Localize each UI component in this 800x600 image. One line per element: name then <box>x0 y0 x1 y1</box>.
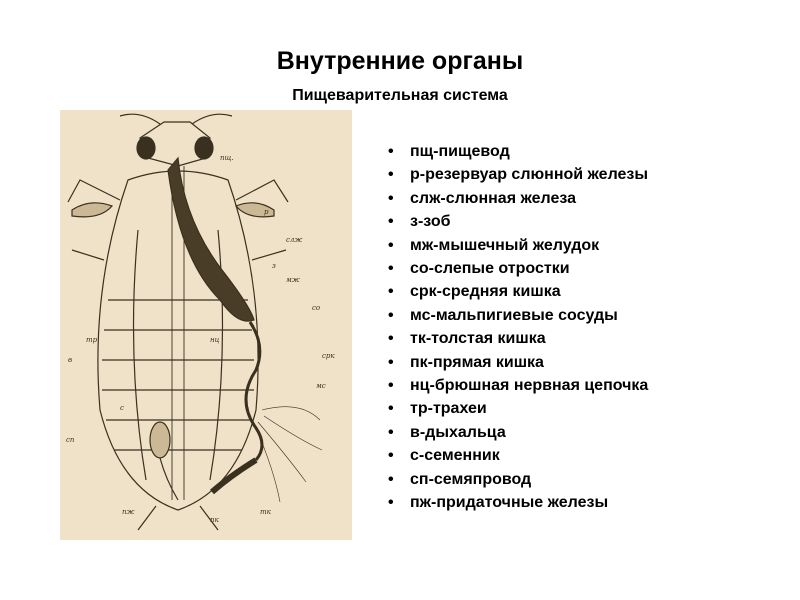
legend-item: • пк-прямая кишка <box>388 351 648 374</box>
slide-title: Внутренние органы <box>276 47 524 75</box>
label-pk: пк <box>210 516 219 524</box>
leg-mid-left <box>72 250 104 260</box>
legend-item: • з-зоб <box>388 210 648 233</box>
label-z: з <box>272 262 276 270</box>
left-eye <box>137 137 155 159</box>
legend-item: • нц-брюшная нервная цепочка <box>388 374 648 397</box>
label-v: в <box>68 356 73 364</box>
leg-mid-right <box>252 250 286 260</box>
antenna-right <box>192 114 232 124</box>
legend-item: • слж-слюнная железа <box>388 187 648 210</box>
legend-item: • р-резервуар слюнной железы <box>388 163 648 186</box>
trachea-long-left <box>134 230 147 480</box>
label-ms: мс <box>316 382 326 390</box>
crop-and-gizzard <box>168 158 254 321</box>
label-r: р <box>264 208 269 216</box>
antenna-left <box>120 114 160 124</box>
label-s: с <box>120 404 124 412</box>
legend-item: • со-слепые отростки <box>388 257 648 280</box>
vas-deferens <box>160 458 178 500</box>
legend-item: • тр-трахеи <box>388 397 648 420</box>
midgut <box>246 322 262 460</box>
slide-subtitle: Пищеварительная система <box>292 87 508 104</box>
cockroach-internal-organs-drawing <box>60 110 352 540</box>
anatomy-illustration <box>60 110 352 540</box>
testis <box>150 422 170 458</box>
label-tr: тр <box>86 336 98 344</box>
leg-front-left <box>68 180 120 202</box>
legend-item: • пж-придаточные железы <box>388 491 648 514</box>
legend-item: • срк-средняя кишка <box>388 280 648 303</box>
label-sp: сп <box>66 436 75 444</box>
legend-item: • тк-толстая кишка <box>388 327 648 350</box>
label-slzh: слж <box>286 236 303 244</box>
right-eye <box>195 137 213 159</box>
malpighian-tubules <box>256 407 322 502</box>
legend-item: • с-семенник <box>388 444 648 467</box>
label-mzh: мж <box>286 276 300 284</box>
legend-item: • в-дыхальца <box>388 421 648 444</box>
legend-item: • мж-мышечный желудок <box>388 234 648 257</box>
legend-item: • мс-мальпигиевые сосуды <box>388 304 648 327</box>
legend-item: • пщ-пищевод <box>388 140 648 163</box>
leg-front-right <box>236 180 288 202</box>
legend-list <box>388 140 648 515</box>
label-srk: срк <box>322 352 335 360</box>
label-tk: тк <box>260 508 271 516</box>
label-pzh: пж <box>122 508 135 516</box>
salivary-gland-left <box>72 203 112 217</box>
legend-item: • сп-семяпровод <box>388 468 648 491</box>
label-so: со <box>312 304 321 312</box>
label-pshch: пщ. <box>220 154 234 162</box>
label-nc: нц <box>210 336 220 344</box>
